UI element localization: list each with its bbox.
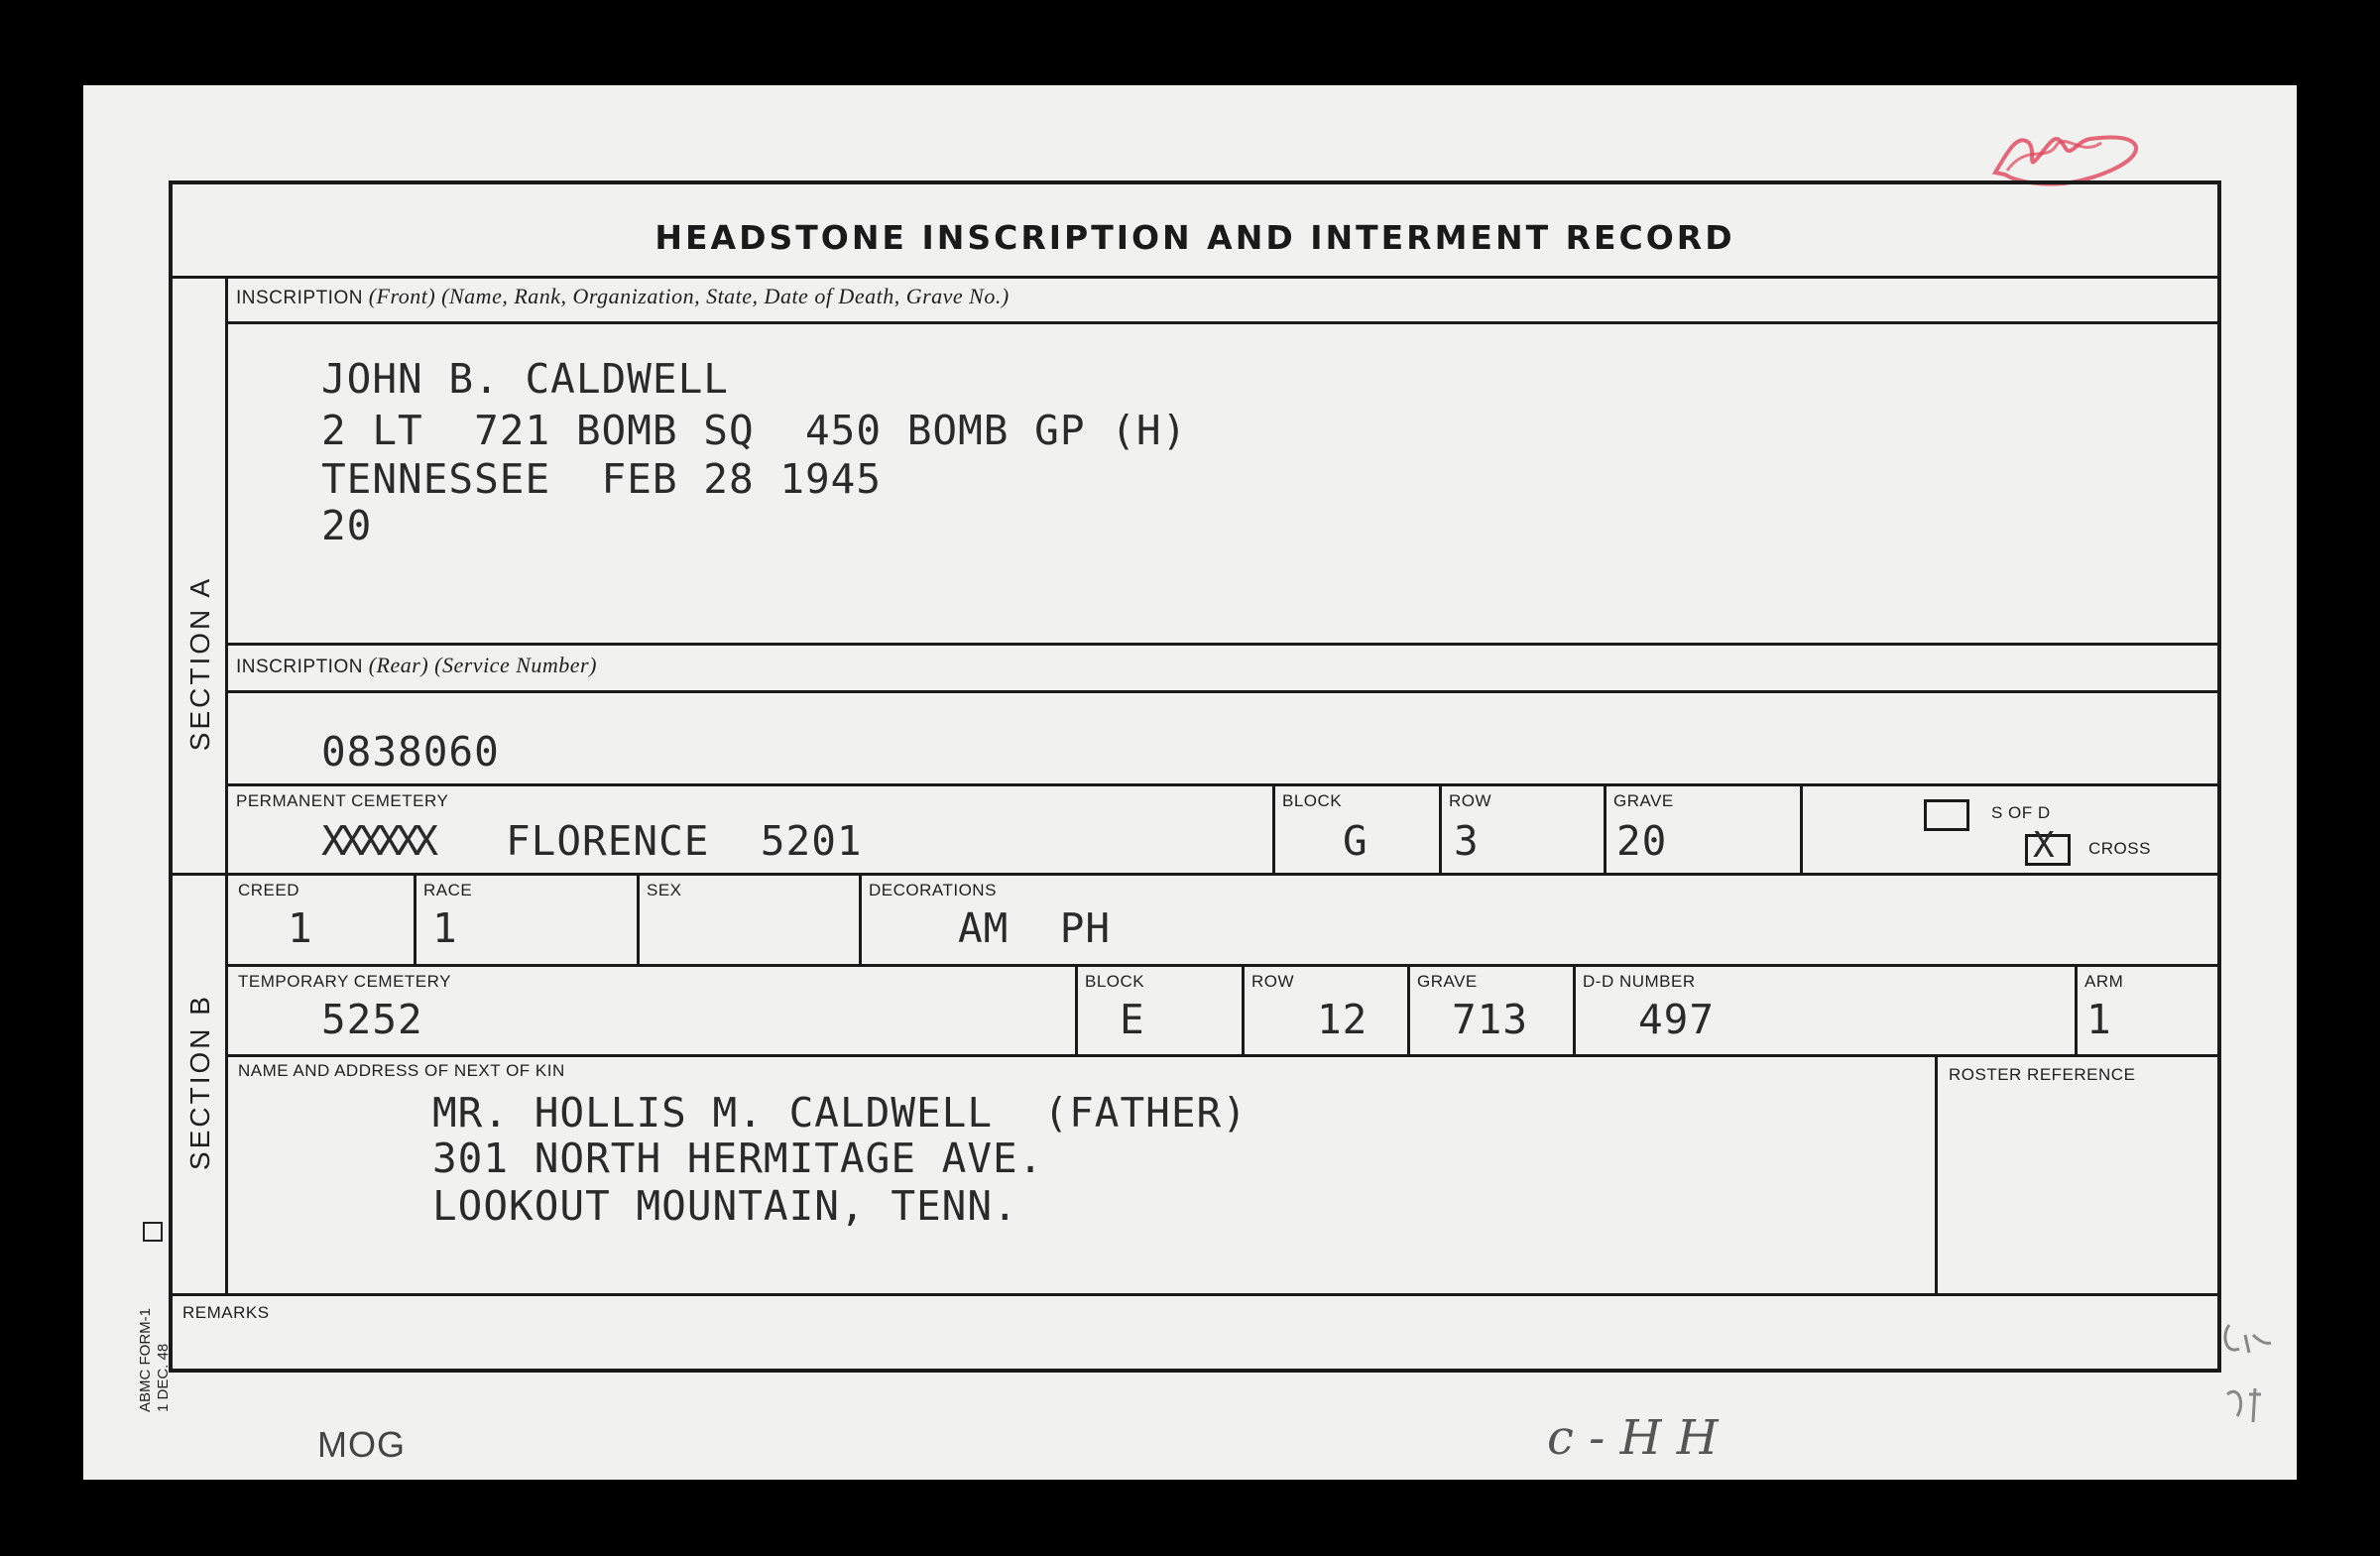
form-id: ABMC FORM-1 1 DEC. 48 (137, 1308, 172, 1412)
cross-label: CROSS (2088, 839, 2151, 858)
cross-checkbox-mark: X (2033, 825, 2056, 866)
form-id-checkbox (143, 1222, 163, 1242)
permanent-cemetery-struck: XXXXXX (321, 817, 433, 865)
block-label: BLOCK (1282, 791, 1343, 810)
inscription-front-line-2: 2 LT 721 BOMB SQ 450 BOMB GP (H) (321, 407, 1188, 454)
s-of-d-checkbox (1924, 799, 1969, 831)
inscription-front-line-4: 20 (321, 502, 373, 549)
race-label: RACE (423, 881, 473, 899)
next-of-kin-line-2: 301 NORTH HERMITAGE AVE. (432, 1135, 1044, 1182)
handwritten-bottom-center: c - H H (1547, 1410, 1719, 1466)
row-label: ROW (1449, 791, 1492, 810)
temp-block-label: BLOCK (1085, 972, 1145, 991)
next-of-kin-label: NAME AND ADDRESS OF NEXT OF KIN (238, 1061, 565, 1080)
decorations-value: AM PH (958, 904, 1112, 952)
temp-grave-label: GRAVE (1417, 972, 1478, 991)
inscription-rear-label: INSCRIPTION (Rear) (Service Number) (236, 653, 597, 677)
temporary-cemetery-label: TEMPORARY CEMETERY (238, 972, 451, 991)
inscription-front-line-3: TENNESSEE FEB 28 1945 (321, 455, 883, 503)
grave-label: GRAVE (1613, 791, 1674, 810)
s-of-d-label: S OF D (1991, 803, 2051, 822)
stamp-bottom-left: MOG (317, 1424, 406, 1465)
creed-value: 1 (288, 904, 313, 952)
sex-label: SEX (647, 881, 682, 899)
next-of-kin-line-3: LOOKOUT MOUNTAIN, TENN. (432, 1182, 1018, 1230)
block-value: G (1343, 817, 1368, 865)
pencil-marks-right (2215, 1305, 2285, 1454)
grave-value: 20 (1616, 817, 1668, 865)
inscription-front-label: INSCRIPTION (Front) (Name, Rank, Organization, State, Date of Death, Grave No.) (236, 284, 1010, 308)
form-frame (169, 180, 2221, 1373)
dd-number-value: 497 (1638, 996, 1716, 1043)
row-value: 3 (1454, 817, 1480, 865)
inscription-front-line-1: JOHN B. CALDWELL (321, 355, 729, 403)
temp-row-label: ROW (1251, 972, 1295, 991)
service-number: 0838060 (321, 728, 500, 776)
remarks-label: REMARKS (182, 1303, 270, 1322)
temp-row-value: 12 (1317, 996, 1368, 1043)
decorations-label: DECORATIONS (869, 881, 997, 899)
dd-number-label: D-D NUMBER (1583, 972, 1696, 991)
temp-grave-value: 713 (1452, 996, 1529, 1043)
roster-reference-label: ROSTER REFERENCE (1949, 1065, 2136, 1084)
temp-block-value: E (1120, 996, 1145, 1043)
temporary-cemetery-value: 5252 (321, 996, 423, 1043)
form-title: HEADSTONE INSCRIPTION AND INTERMENT RECORD (654, 218, 1735, 257)
arm-label: ARM (2084, 972, 2124, 991)
permanent-cemetery-label: PERMANENT CEMETERY (236, 791, 449, 810)
next-of-kin-line-1: MR. HOLLIS M. CALDWELL (FATHER) (432, 1089, 1248, 1137)
creed-label: CREED (238, 881, 300, 899)
permanent-cemetery-value: FLORENCE 5201 (506, 817, 863, 865)
section-b-label: SECTION B (184, 994, 215, 1170)
race-value: 1 (432, 904, 458, 952)
section-a-label: SECTION A (184, 575, 215, 752)
record-card (83, 85, 2297, 1480)
arm-value: 1 (2086, 996, 2112, 1043)
